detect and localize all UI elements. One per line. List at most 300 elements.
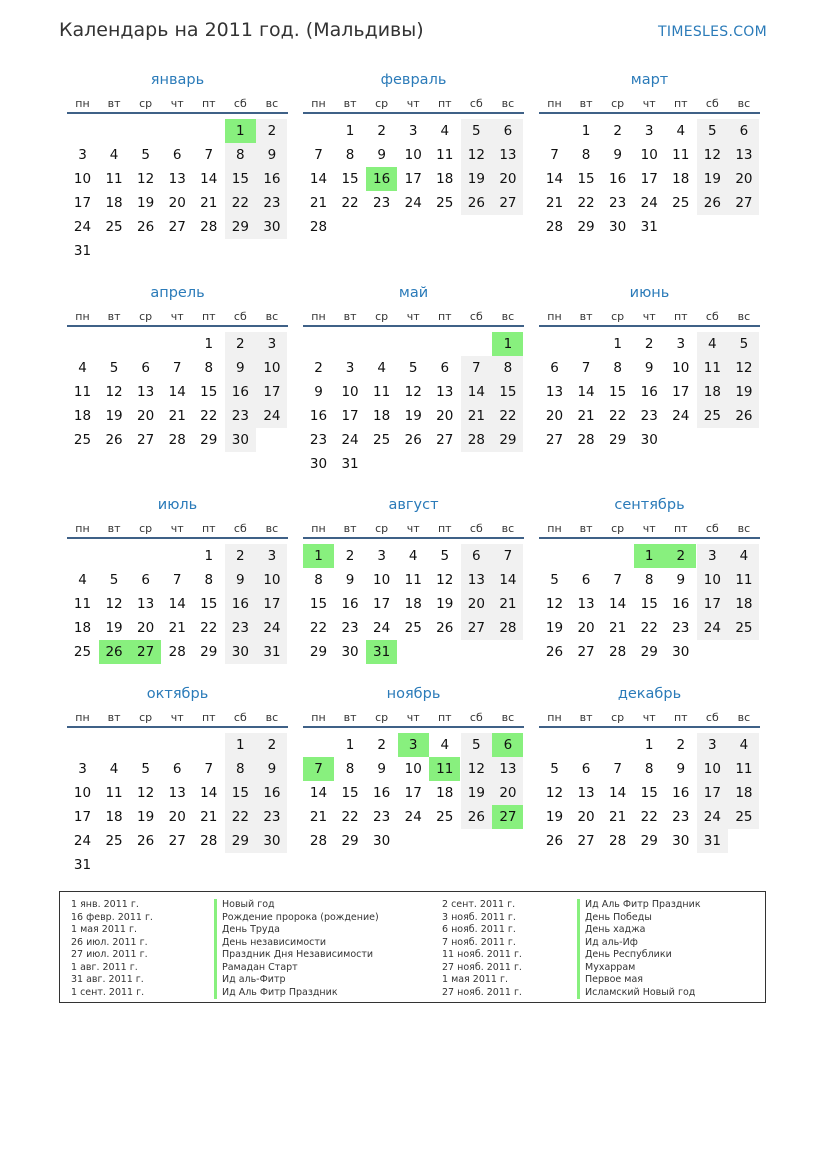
day-cell[interactable]: 29 (225, 215, 256, 239)
day-cell[interactable]: 10 (73, 171, 92, 187)
day-cell[interactable]: 8 (581, 147, 591, 163)
day-cell[interactable]: 2 (644, 336, 654, 352)
day-cell[interactable]: 20 (168, 195, 186, 211)
day-cell[interactable]: 21 (577, 408, 595, 424)
day-cell[interactable]: 9 (314, 384, 323, 400)
day-cell[interactable]: 24 (73, 219, 92, 235)
day-cell[interactable]: 26 (545, 833, 564, 849)
day-cell[interactable]: 30 (256, 215, 287, 239)
day-cell[interactable]: 18 (728, 592, 759, 616)
day-cell[interactable]: 12 (461, 143, 492, 167)
day-cell[interactable]: 14 (309, 171, 328, 187)
day-cell[interactable]: 6 (141, 572, 150, 588)
day-cell[interactable]: 22 (200, 620, 218, 636)
day-cell[interactable]: 25 (73, 644, 92, 660)
day-cell[interactable]: 19 (728, 380, 759, 404)
day-cell[interactable]: 26 (461, 805, 492, 829)
day-cell[interactable]: 28 (577, 432, 595, 448)
day-cell[interactable]: 12 (137, 171, 155, 187)
day-cell[interactable]: 23 (309, 432, 328, 448)
day-cell[interactable]: 31 (366, 640, 397, 664)
day-cell[interactable]: 15 (341, 171, 359, 187)
day-cell[interactable]: 16 (609, 171, 627, 187)
day-cell[interactable]: 27 (545, 432, 564, 448)
day-cell[interactable]: 17 (697, 781, 728, 805)
day-cell[interactable]: 16 (672, 785, 690, 801)
day-cell[interactable]: 19 (461, 167, 492, 191)
day-cell[interactable]: 20 (461, 592, 492, 616)
day-cell[interactable]: 8 (492, 356, 523, 380)
day-cell[interactable]: 9 (256, 757, 287, 781)
day-cell[interactable]: 17 (404, 785, 422, 801)
day-cell[interactable]: 17 (73, 195, 92, 211)
day-cell[interactable]: 20 (492, 167, 523, 191)
day-cell[interactable]: 5 (728, 332, 759, 356)
day-cell[interactable]: 12 (436, 572, 454, 588)
day-cell[interactable]: 3 (697, 544, 728, 568)
day-cell[interactable]: 13 (492, 143, 523, 167)
day-cell[interactable]: 27 (492, 191, 523, 215)
day-cell[interactable]: 8 (204, 360, 214, 376)
day-cell[interactable]: 11 (436, 147, 454, 163)
day-cell[interactable]: 19 (105, 408, 123, 424)
day-cell[interactable]: 16 (341, 596, 359, 612)
day-cell[interactable]: 24 (73, 833, 92, 849)
day-cell[interactable]: 5 (408, 360, 418, 376)
day-cell[interactable]: 19 (697, 167, 728, 191)
day-cell[interactable]: 12 (137, 785, 155, 801)
day-cell[interactable]: 19 (545, 620, 564, 636)
site-link[interactable]: TIMESLES.COM (658, 24, 767, 40)
day-cell[interactable]: 2 (314, 360, 323, 376)
day-cell[interactable]: 20 (577, 620, 595, 636)
day-cell[interactable]: 1 (613, 336, 622, 352)
day-cell[interactable]: 22 (341, 809, 359, 825)
day-cell[interactable]: 23 (609, 195, 627, 211)
day-cell[interactable]: 4 (377, 360, 386, 376)
day-cell[interactable]: 4 (440, 123, 450, 139)
day-cell[interactable]: 3 (644, 123, 654, 139)
day-cell[interactable]: 22 (492, 404, 523, 428)
day-cell[interactable]: 7 (550, 147, 559, 163)
day-cell[interactable]: 17 (697, 592, 728, 616)
day-cell[interactable]: 4 (109, 761, 119, 777)
day-cell[interactable]: 30 (672, 833, 690, 849)
day-cell[interactable]: 1 (303, 544, 334, 568)
day-cell[interactable]: 2 (613, 123, 622, 139)
day-cell[interactable]: 2 (345, 548, 355, 564)
day-cell[interactable]: 25 (105, 833, 123, 849)
day-cell[interactable]: 17 (373, 596, 391, 612)
day-cell[interactable]: 21 (309, 809, 328, 825)
day-cell[interactable]: 24 (697, 616, 728, 640)
day-cell[interactable]: 23 (225, 616, 256, 640)
day-cell[interactable]: 18 (697, 380, 728, 404)
day-cell[interactable]: 16 (225, 592, 256, 616)
day-cell[interactable]: 1 (492, 332, 523, 356)
day-cell[interactable]: 6 (581, 761, 591, 777)
day-cell[interactable]: 5 (461, 119, 492, 143)
day-cell[interactable]: 18 (105, 195, 123, 211)
day-cell[interactable]: 26 (105, 432, 123, 448)
day-cell[interactable]: 4 (728, 733, 759, 757)
day-cell[interactable]: 11 (429, 757, 460, 781)
day-cell[interactable]: 20 (436, 408, 454, 424)
day-cell[interactable]: 15 (225, 781, 256, 805)
day-cell[interactable]: 12 (728, 356, 759, 380)
day-cell[interactable]: 18 (373, 408, 391, 424)
day-cell[interactable]: 2 (256, 119, 287, 143)
day-cell[interactable]: 9 (377, 147, 386, 163)
day-cell[interactable]: 20 (492, 781, 523, 805)
day-cell[interactable]: 24 (373, 620, 391, 636)
day-cell[interactable]: 5 (109, 572, 119, 588)
day-cell[interactable]: 27 (436, 432, 454, 448)
day-cell[interactable]: 16 (640, 384, 658, 400)
day-cell[interactable]: 12 (545, 596, 564, 612)
day-cell[interactable]: 3 (697, 733, 728, 757)
day-cell[interactable]: 13 (545, 384, 564, 400)
day-cell[interactable]: 22 (609, 408, 627, 424)
day-cell[interactable]: 15 (309, 596, 328, 612)
day-cell[interactable]: 2 (256, 733, 287, 757)
day-cell[interactable]: 2 (377, 123, 386, 139)
day-cell[interactable]: 6 (141, 360, 150, 376)
day-cell[interactable]: 8 (644, 761, 654, 777)
day-cell[interactable]: 3 (256, 332, 287, 356)
day-cell[interactable]: 26 (697, 191, 728, 215)
day-cell[interactable]: 26 (137, 833, 155, 849)
day-cell[interactable]: 18 (404, 596, 422, 612)
day-cell[interactable]: 28 (461, 428, 492, 452)
day-cell[interactable]: 4 (728, 544, 759, 568)
day-cell[interactable]: 2 (676, 737, 686, 753)
day-cell[interactable]: 27 (728, 191, 759, 215)
day-cell[interactable]: 26 (404, 432, 422, 448)
day-cell[interactable]: 9 (225, 356, 256, 380)
day-cell[interactable]: 23 (373, 195, 391, 211)
day-cell[interactable]: 2 (377, 737, 386, 753)
day-cell[interactable]: 25 (373, 432, 391, 448)
day-cell[interactable]: 27 (168, 219, 186, 235)
day-cell[interactable]: 24 (697, 805, 728, 829)
day-cell[interactable]: 12 (697, 143, 728, 167)
day-cell[interactable]: 28 (609, 644, 627, 660)
day-cell[interactable]: 18 (436, 785, 454, 801)
day-cell[interactable]: 24 (404, 195, 422, 211)
day-cell[interactable]: 28 (309, 833, 328, 849)
day-cell[interactable]: 28 (168, 644, 186, 660)
day-cell[interactable]: 13 (168, 785, 186, 801)
day-cell[interactable]: 12 (461, 757, 492, 781)
day-cell[interactable]: 19 (105, 620, 123, 636)
day-cell[interactable]: 8 (613, 360, 622, 376)
day-cell[interactable]: 29 (577, 219, 595, 235)
day-cell[interactable]: 6 (728, 119, 759, 143)
day-cell[interactable]: 14 (168, 384, 186, 400)
day-cell[interactable]: 3 (377, 548, 386, 564)
day-cell[interactable]: 18 (436, 171, 454, 187)
day-cell[interactable]: 5 (461, 733, 492, 757)
day-cell[interactable]: 29 (640, 644, 658, 660)
day-cell[interactable]: 4 (109, 147, 119, 163)
day-cell[interactable]: 31 (73, 243, 92, 259)
day-cell[interactable]: 7 (204, 147, 214, 163)
day-cell[interactable]: 14 (545, 171, 564, 187)
day-cell[interactable]: 27 (577, 644, 595, 660)
day-cell[interactable]: 26 (461, 191, 492, 215)
day-cell[interactable]: 21 (609, 809, 627, 825)
day-cell[interactable]: 14 (492, 568, 523, 592)
day-cell[interactable]: 20 (728, 167, 759, 191)
day-cell[interactable]: 6 (172, 147, 182, 163)
day-cell[interactable]: 11 (373, 384, 391, 400)
day-cell[interactable]: 25 (436, 195, 454, 211)
day-cell[interactable]: 13 (137, 384, 155, 400)
day-cell[interactable]: 1 (345, 737, 355, 753)
day-cell[interactable]: 8 (345, 761, 355, 777)
day-cell[interactable]: 11 (728, 757, 759, 781)
day-cell[interactable]: 11 (73, 596, 92, 612)
day-cell[interactable]: 13 (137, 596, 155, 612)
day-cell[interactable]: 7 (581, 360, 591, 376)
day-cell[interactable]: 29 (200, 644, 218, 660)
day-cell[interactable]: 14 (309, 785, 328, 801)
day-cell[interactable]: 18 (73, 408, 92, 424)
day-cell[interactable]: 8 (204, 572, 214, 588)
day-cell[interactable]: 19 (137, 195, 155, 211)
day-cell[interactable]: 3 (676, 336, 686, 352)
day-cell[interactable]: 22 (577, 195, 595, 211)
day-cell[interactable]: 31 (256, 640, 287, 664)
day-cell[interactable]: 23 (225, 404, 256, 428)
day-cell[interactable]: 6 (550, 360, 559, 376)
day-cell[interactable]: 16 (256, 781, 287, 805)
day-cell[interactable]: 25 (672, 195, 690, 211)
day-cell[interactable]: 31 (697, 829, 728, 853)
day-cell[interactable]: 6 (492, 119, 523, 143)
day-cell[interactable]: 4 (676, 123, 686, 139)
day-cell[interactable]: 19 (137, 809, 155, 825)
day-cell[interactable]: 14 (577, 384, 595, 400)
day-cell[interactable]: 25 (404, 620, 422, 636)
day-cell[interactable]: 5 (550, 761, 559, 777)
day-cell[interactable]: 23 (256, 191, 287, 215)
day-cell[interactable]: 30 (373, 833, 391, 849)
day-cell[interactable]: 1 (204, 548, 214, 564)
day-cell[interactable]: 11 (404, 572, 422, 588)
day-cell[interactable]: 8 (644, 572, 654, 588)
day-cell[interactable]: 21 (309, 195, 328, 211)
day-cell[interactable]: 21 (609, 620, 627, 636)
day-cell[interactable]: 10 (256, 356, 287, 380)
day-cell[interactable]: 24 (640, 195, 658, 211)
day-cell[interactable]: 29 (225, 829, 256, 853)
day-cell[interactable]: 21 (461, 404, 492, 428)
day-cell[interactable]: 1 (581, 123, 591, 139)
day-cell[interactable]: 6 (461, 544, 492, 568)
day-cell[interactable]: 14 (461, 380, 492, 404)
day-cell[interactable]: 6 (172, 761, 182, 777)
day-cell[interactable]: 17 (256, 380, 287, 404)
day-cell[interactable]: 9 (613, 147, 622, 163)
day-cell[interactable]: 5 (697, 119, 728, 143)
day-cell[interactable]: 23 (341, 620, 359, 636)
day-cell[interactable]: 12 (404, 384, 422, 400)
day-cell[interactable]: 5 (550, 572, 559, 588)
day-cell[interactable]: 8 (225, 143, 256, 167)
day-cell[interactable]: 10 (697, 568, 728, 592)
day-cell[interactable]: 4 (78, 360, 87, 376)
day-cell[interactable]: 30 (309, 456, 328, 472)
day-cell[interactable]: 20 (545, 408, 564, 424)
day-cell[interactable]: 26 (99, 640, 130, 664)
day-cell[interactable]: 11 (73, 384, 92, 400)
day-cell[interactable]: 22 (225, 191, 256, 215)
day-cell[interactable]: 19 (461, 781, 492, 805)
day-cell[interactable]: 10 (697, 757, 728, 781)
day-cell[interactable]: 13 (492, 757, 523, 781)
day-cell[interactable]: 25 (697, 404, 728, 428)
day-cell[interactable]: 7 (172, 572, 182, 588)
day-cell[interactable]: 6 (492, 733, 523, 757)
day-cell[interactable]: 10 (73, 785, 92, 801)
day-cell[interactable]: 29 (200, 432, 218, 448)
day-cell[interactable]: 17 (341, 408, 359, 424)
day-cell[interactable]: 9 (345, 572, 355, 588)
day-cell[interactable]: 5 (141, 761, 150, 777)
day-cell[interactable]: 16 (672, 596, 690, 612)
day-cell[interactable]: 21 (545, 195, 564, 211)
day-cell[interactable]: 26 (545, 644, 564, 660)
day-cell[interactable]: 29 (341, 833, 359, 849)
day-cell[interactable]: 1 (634, 544, 665, 568)
day-cell[interactable]: 10 (373, 572, 391, 588)
day-cell[interactable]: 9 (676, 761, 686, 777)
day-cell[interactable]: 24 (404, 809, 422, 825)
day-cell[interactable]: 4 (408, 548, 418, 564)
day-cell[interactable]: 24 (341, 432, 359, 448)
day-cell[interactable]: 20 (137, 408, 155, 424)
day-cell[interactable]: 3 (408, 123, 418, 139)
day-cell[interactable]: 18 (73, 620, 92, 636)
day-cell[interactable]: 9 (377, 761, 386, 777)
day-cell[interactable]: 29 (609, 432, 627, 448)
day-cell[interactable]: 1 (225, 119, 256, 143)
day-cell[interactable]: 22 (640, 809, 658, 825)
day-cell[interactable]: 7 (172, 360, 182, 376)
day-cell[interactable]: 18 (672, 171, 690, 187)
day-cell[interactable]: 4 (78, 572, 87, 588)
day-cell[interactable]: 25 (728, 616, 759, 640)
day-cell[interactable]: 15 (640, 596, 658, 612)
day-cell[interactable]: 29 (492, 428, 523, 452)
day-cell[interactable]: 30 (341, 644, 359, 660)
day-cell[interactable]: 26 (728, 404, 759, 428)
day-cell[interactable]: 18 (105, 809, 123, 825)
day-cell[interactable]: 31 (341, 456, 359, 472)
day-cell[interactable]: 28 (609, 833, 627, 849)
day-cell[interactable]: 14 (168, 596, 186, 612)
day-cell[interactable]: 28 (309, 219, 328, 235)
day-cell[interactable]: 9 (256, 143, 287, 167)
day-cell[interactable]: 7 (461, 356, 492, 380)
day-cell[interactable]: 23 (672, 809, 690, 825)
day-cell[interactable]: 28 (168, 432, 186, 448)
day-cell[interactable]: 8 (345, 147, 355, 163)
day-cell[interactable]: 12 (545, 785, 564, 801)
day-cell[interactable]: 9 (676, 572, 686, 588)
day-cell[interactable]: 11 (105, 785, 123, 801)
day-cell[interactable]: 11 (672, 147, 690, 163)
day-cell[interactable]: 19 (404, 408, 422, 424)
day-cell[interactable]: 23 (672, 620, 690, 636)
day-cell[interactable]: 22 (309, 620, 328, 636)
day-cell[interactable]: 7 (303, 757, 334, 781)
day-cell[interactable]: 5 (141, 147, 150, 163)
day-cell[interactable]: 14 (200, 785, 218, 801)
day-cell[interactable]: 3 (78, 761, 87, 777)
day-cell[interactable]: 3 (398, 733, 429, 757)
day-cell[interactable]: 30 (225, 640, 256, 664)
day-cell[interactable]: 20 (168, 809, 186, 825)
day-cell[interactable]: 8 (314, 572, 323, 588)
day-cell[interactable]: 3 (78, 147, 87, 163)
day-cell[interactable]: 21 (168, 408, 186, 424)
day-cell[interactable]: 28 (492, 616, 523, 640)
day-cell[interactable]: 13 (436, 384, 454, 400)
day-cell[interactable]: 13 (728, 143, 759, 167)
day-cell[interactable]: 28 (200, 219, 218, 235)
day-cell[interactable]: 5 (440, 548, 450, 564)
day-cell[interactable]: 27 (168, 833, 186, 849)
day-cell[interactable]: 20 (137, 620, 155, 636)
day-cell[interactable]: 7 (204, 761, 214, 777)
day-cell[interactable]: 17 (672, 384, 690, 400)
day-cell[interactable]: 30 (672, 644, 690, 660)
day-cell[interactable]: 27 (577, 833, 595, 849)
day-cell[interactable]: 24 (256, 616, 287, 640)
day-cell[interactable]: 15 (200, 596, 218, 612)
day-cell[interactable]: 25 (105, 219, 123, 235)
day-cell[interactable]: 23 (256, 805, 287, 829)
day-cell[interactable]: 16 (225, 380, 256, 404)
day-cell[interactable]: 3 (345, 360, 355, 376)
day-cell[interactable]: 10 (404, 147, 422, 163)
day-cell[interactable]: 16 (366, 167, 397, 191)
day-cell[interactable]: 6 (440, 360, 450, 376)
day-cell[interactable]: 7 (613, 572, 622, 588)
day-cell[interactable]: 7 (492, 544, 523, 568)
day-cell[interactable]: 19 (436, 596, 454, 612)
day-cell[interactable]: 15 (609, 384, 627, 400)
day-cell[interactable]: 25 (436, 809, 454, 825)
day-cell[interactable]: 4 (697, 332, 728, 356)
day-cell[interactable]: 14 (609, 785, 627, 801)
day-cell[interactable]: 15 (200, 384, 218, 400)
day-cell[interactable]: 12 (105, 384, 123, 400)
day-cell[interactable]: 22 (640, 620, 658, 636)
day-cell[interactable]: 30 (225, 428, 256, 452)
day-cell[interactable]: 14 (200, 171, 218, 187)
day-cell[interactable]: 17 (640, 171, 658, 187)
day-cell[interactable]: 24 (256, 404, 287, 428)
day-cell[interactable]: 29 (309, 644, 328, 660)
day-cell[interactable]: 27 (130, 640, 161, 664)
day-cell[interactable]: 1 (644, 737, 654, 753)
day-cell[interactable]: 15 (225, 167, 256, 191)
day-cell[interactable]: 13 (577, 596, 595, 612)
